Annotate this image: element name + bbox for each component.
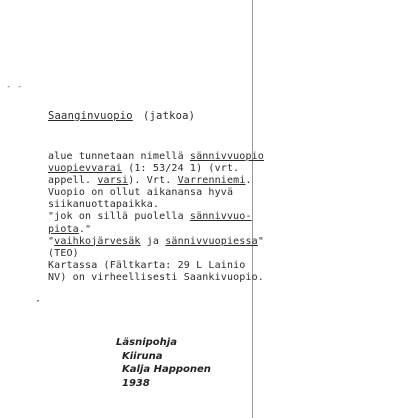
text-segment: ." — [78, 223, 92, 235]
text-line — [48, 236, 264, 248]
text-segment: Kartassa (Fältkarta: 29 L Lainio — [48, 259, 246, 271]
text-segment: "jok on sillä puolella — [48, 211, 190, 223]
text-segment: appell. — [48, 175, 98, 187]
signature-collector: Kalja Happonen — [122, 364, 211, 375]
signature-place: Läsnipohja — [116, 337, 177, 348]
text-line — [48, 224, 264, 236]
underlined-term: sännivvuopio — [189, 151, 264, 162]
underlined-term: Varrenniemi — [177, 175, 246, 187]
text-segment: ). Vrt. — [128, 175, 178, 187]
underlined-term: varsi — [97, 175, 129, 187]
text-line — [48, 199, 264, 211]
text-line — [48, 163, 264, 175]
text-line — [48, 260, 264, 272]
signature-year: 1938 — [122, 377, 150, 389]
underlined-term: sännivvuo- — [189, 211, 252, 223]
text-segment: " — [48, 235, 55, 247]
margin-mark: - - — [6, 82, 23, 92]
text-segment: NV) on virheellisesti Saankivuopio. — [48, 271, 264, 283]
text-segment: (1: 53/24 1) (vrt. — [122, 163, 240, 175]
text-line — [48, 187, 264, 199]
text-segment: alue tunnetaan nimellä — [48, 151, 190, 162]
text-segment: siikanuottapaikka. — [48, 199, 160, 211]
text-segment: . — [245, 175, 252, 187]
handwritten-signature-block — [116, 336, 211, 390]
headword: Saanginvuopio — [48, 110, 133, 122]
margin-bullet: · — [35, 296, 42, 307]
text-segment: Vuopio on ollut aikanansa hyvä — [48, 187, 234, 199]
text-segment: (TEO) — [48, 247, 79, 259]
text-segment: " — [257, 235, 264, 247]
card-body-text — [48, 151, 264, 284]
text-line — [48, 272, 264, 284]
underlined-term: vuopievvarai — [48, 163, 123, 175]
underlined-term: piota — [48, 223, 79, 235]
underlined-term: vaihkojärvesäk — [54, 235, 141, 247]
underlined-term: sännivvuopiessa — [165, 235, 258, 247]
signature-municipality: Kiiruna — [122, 350, 163, 362]
text-line — [48, 151, 264, 163]
text-segment: ja — [140, 235, 166, 247]
text-line — [48, 248, 264, 260]
continuation-note: (jatkoa) — [143, 110, 196, 122]
text-line — [48, 175, 264, 187]
text-line — [48, 211, 264, 223]
